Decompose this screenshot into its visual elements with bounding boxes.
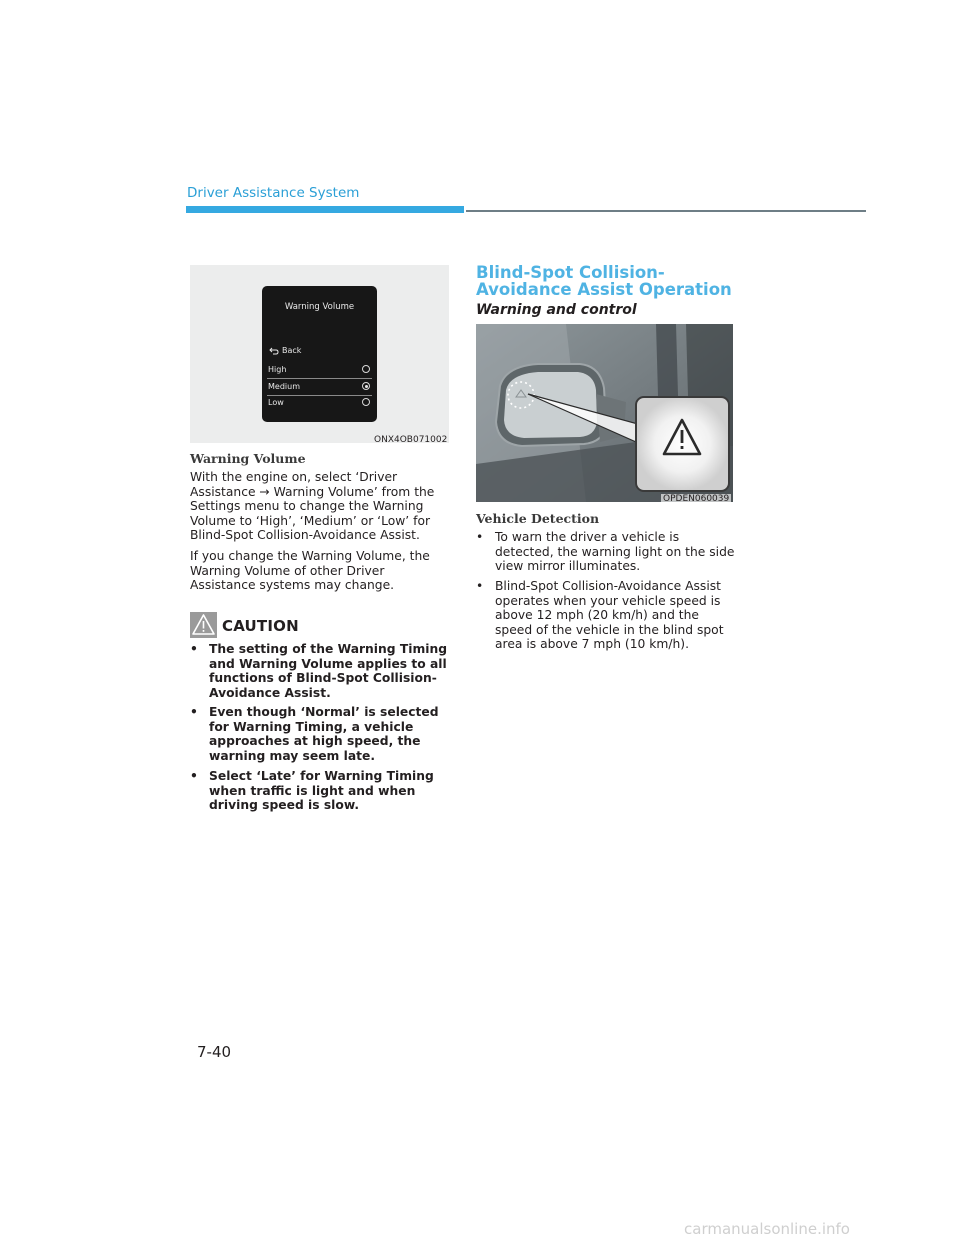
figure-caption: Vehicle Detection [476,511,600,526]
option-high [267,362,372,379]
subsection-title: Warning and control [476,302,637,318]
running-header: Driver Assistance System [187,185,360,201]
header-rule [466,210,866,212]
option-label: High [268,365,287,374]
warning-volume-figure [190,265,449,443]
option-label: Low [268,398,284,407]
cluster-display [262,286,377,422]
paragraph: With the engine on, select ‘Driver Assistance → Warning Volume’ from the Settings menu to change the Warning Volume to ‘High’, ‘Medium’ or ‘Low’ for Blind-Spot Collision-Avoidance Assist. [190,470,435,543]
warning-triangle-icon [190,612,217,638]
figure-code: ONX4OB071002 [374,435,448,445]
bullet: • [190,642,198,656]
caution-heading: CAUTION [222,617,299,635]
radio-icon [362,365,370,373]
back-arrow-icon [269,347,279,355]
bullet: • [190,769,198,783]
section-title: Blind-Spot Collision-Avoidance Assist Operation [476,263,732,299]
back-label: Back [282,346,302,355]
paragraph: If you change the Warning Volume, the Warning Volume of other Driver Assistance systems may change. [190,549,430,593]
back-item [269,346,301,355]
page-number: 7-40 [197,1043,232,1061]
bullet: • [476,579,484,593]
radio-icon [362,398,370,406]
bullet: • [190,705,198,719]
side-mirror-illustration [476,324,733,502]
option-low [267,395,372,411]
bullet: • [476,530,484,544]
option-label: Medium [268,382,300,391]
header-accent-bar [186,206,464,213]
screen-title: Warning Volume [284,302,355,312]
radio-selected-icon [362,382,370,390]
option-medium [267,379,372,396]
watermark: carmanualsonline.info [684,1220,850,1238]
figure-code: OPDEN060039 [663,494,730,504]
figure-caption: Warning Volume [190,451,306,466]
